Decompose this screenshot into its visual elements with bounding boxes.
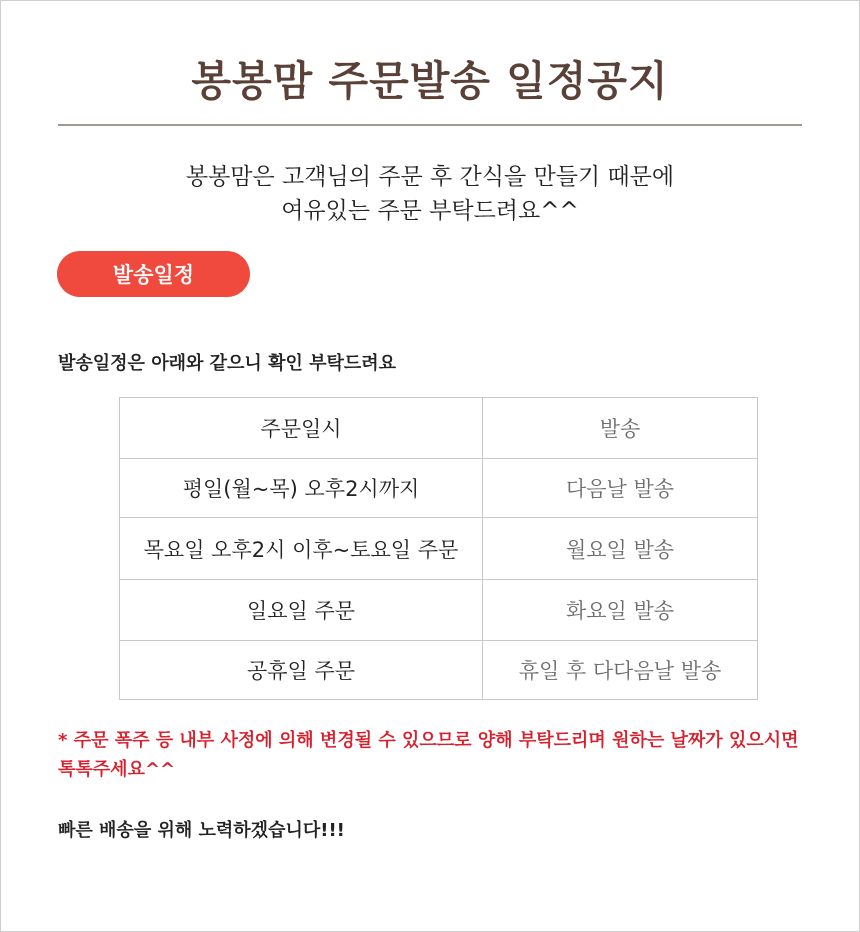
- header-shipping: 발송: [483, 398, 758, 459]
- intro-text: [0, 160, 860, 228]
- header-order-time: 주문일시: [120, 398, 483, 459]
- shipping-schedule-badge: 발송일정: [57, 251, 250, 297]
- intro-line-2: 여유있는 주문 부탁드려요^^: [281, 198, 579, 224]
- closing-message: 빠른 배송을 위해 노력하겠습니다!!!: [58, 820, 345, 841]
- title-divider: [58, 124, 802, 126]
- table-row: [120, 459, 758, 518]
- order-time-cell: 목요일 오후2시 이후~토요일 주문: [120, 518, 483, 580]
- intro-line-1: 봉봉맘은 고객님의 주문 후 간식을 만들기 때문에: [185, 164, 675, 190]
- change-notice-line-1: * 주문 폭주 등 내부 사정에 의해 변경될 수 있으므로 양해 부탁드리며 원하는 날짜가 있으시면: [58, 730, 799, 751]
- change-notice-line-2: 톡톡주세요^^: [58, 759, 176, 780]
- shipping-cell: 다음날 발송: [483, 459, 758, 518]
- order-time-cell: 일요일 주문: [120, 580, 483, 641]
- order-time-cell: 공휴일 주문: [120, 641, 483, 700]
- schedule-lead-text: 발송일정은 아래와 같으니 확인 부탁드려요: [58, 353, 397, 374]
- table-row: [120, 518, 758, 580]
- page-title: 봉봉맘 주문발송 일정공지: [191, 57, 669, 105]
- table-row: [120, 641, 758, 700]
- table-row: [120, 580, 758, 641]
- order-time-cell: 평일(월~목) 오후2시까지: [120, 459, 483, 518]
- change-notice: [58, 726, 828, 784]
- shipping-cell: 휴일 후 다다음날 발송: [483, 641, 758, 700]
- shipping-cell: 월요일 발송: [483, 518, 758, 580]
- table-header-row: [120, 398, 758, 459]
- shipping-schedule-table: [119, 397, 758, 700]
- shipping-cell: 화요일 발송: [483, 580, 758, 641]
